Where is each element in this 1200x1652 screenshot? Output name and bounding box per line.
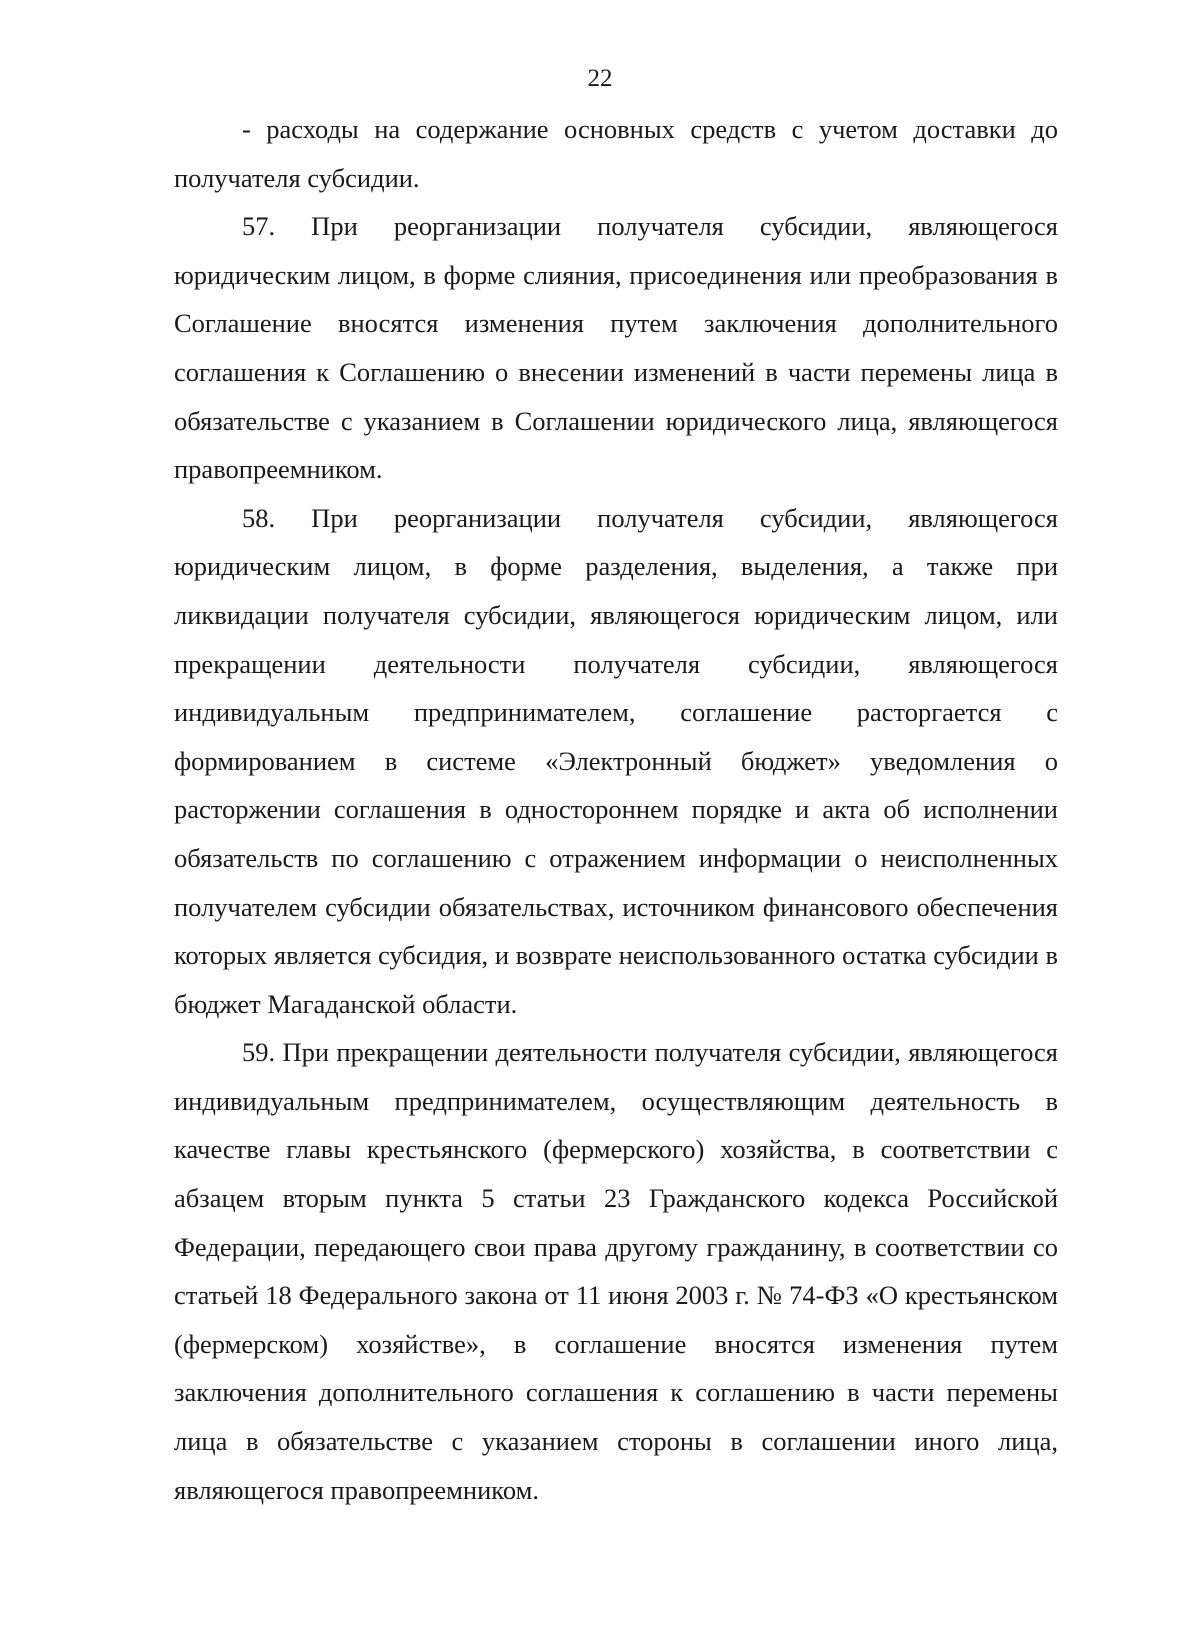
- paragraph-58: 58. При реорганизации получателя субсидии, являющегося юридическим лицом, в форме разделения, выделения, а также при ликвидации получателя субсидии, являющегося юридическим лицом, или прекращении деятельности получателя субсидии, являющегося индивидуальным предпринимателем, соглашение расторгается с формированием в системе «Электронный бюджет» уведомления о расторжении соглашения в одностороннем порядке и акта об исполнении обязательств по соглашению с отражением информации о неисполненных получателем субсидии обязательствах, источником финансового обеспечения которых является субсидия, и возврате неиспользованного остатка субсидии в бюджет Магаданской области.: [174, 502, 1058, 1019]
- paragraph-57: 57. При реорганизации получателя субсидии, являющегося юридическим лицом, в форме слияния, присоединения или преобразования в Соглашение вносятся изменения путем заключения дополнительного соглашения к Соглашению о внесении изменений в части перемены лица в обязательстве с указанием в Соглашении юридического лица, являющегося правопреемником.: [174, 211, 1058, 485]
- paragraph-59: 59. При прекращении деятельности получателя субсидии, являющегося индивидуальным предпринимателем, осуществляющим деятельность в качестве главы крестьянского (фермерского) хозяйства, в соответствии с абзацем вторым пункта 5 статьи 23 Гражданского кодекса Российской Федерации, передающего свои права другому гражданину, в соответствии со статьей 18 Федерального закона от 11 июня 2003 г. № 74-ФЗ «О крестьянском (фермерском) хозяйстве», в соглашение вносятся изменения путем заключения дополнительного соглашения к соглашению в части перемены лица в обязательстве с указанием стороны в соглашении иного лица, являющегося правопреемником.: [174, 1037, 1058, 1505]
- document-body: [174, 105, 1058, 1514]
- page-number: 22: [587, 65, 613, 92]
- paragraph-expenses: - расходы на содержание основных средств с учетом доставки до получателя субсидии.: [174, 114, 1058, 193]
